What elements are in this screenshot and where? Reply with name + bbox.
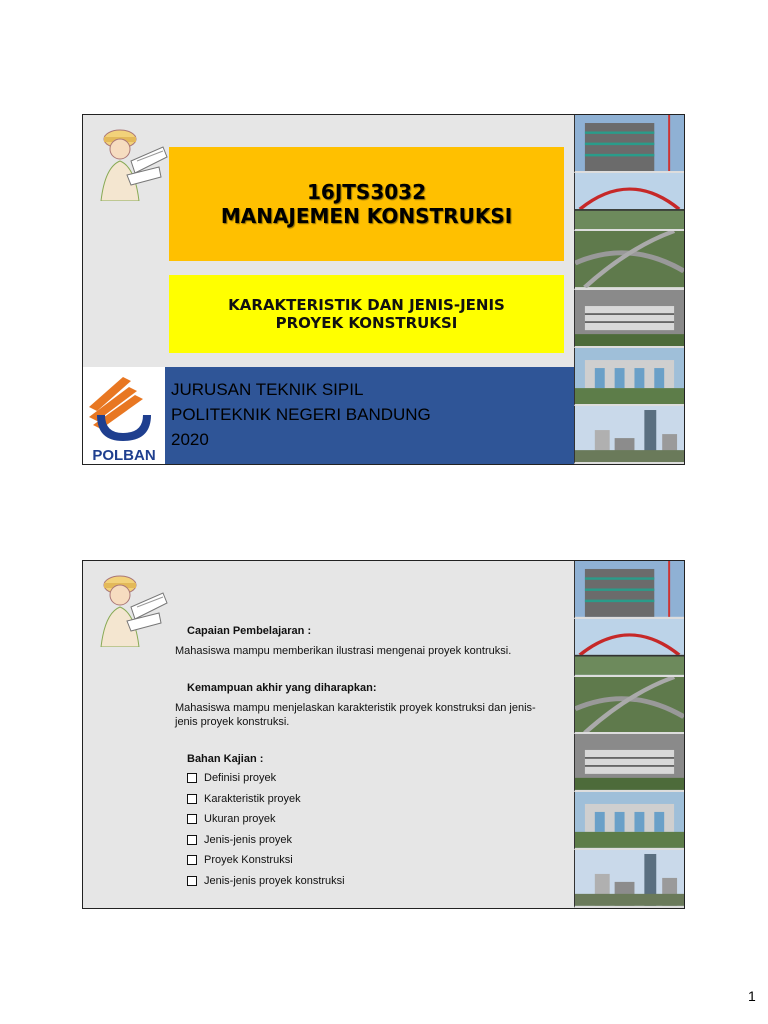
dept-line2: POLITEKNIK NEGERI BANDUNG (171, 405, 431, 424)
construction-photo-strip (574, 115, 684, 464)
department-info (171, 377, 431, 452)
title-slide (82, 114, 685, 465)
highway-photo (574, 677, 684, 735)
checkbox-bullet-icon (187, 855, 197, 865)
stadium-photo (574, 734, 684, 792)
course-name: MANAJEMEN KONSTRUKSI (220, 204, 513, 228)
subtitle-line2: PROYEK KONSTRUKSI (275, 314, 458, 332)
engineer-illustration-icon (87, 117, 169, 201)
department-footer (83, 367, 575, 465)
page-number: 1 (748, 988, 756, 1004)
engineer-illustration-icon (87, 563, 169, 647)
heading-learning-outcomes: Capaian Pembelajaran : (187, 625, 312, 637)
svg-text:POLBAN: POLBAN (92, 447, 156, 464)
checkbox-bullet-icon (187, 773, 197, 783)
list-item: Jenis-jenis proyek (187, 830, 555, 851)
subtitle-line1: KARAKTERISTIK DAN JENIS-JENIS (228, 296, 505, 314)
checkbox-bullet-icon (187, 876, 197, 886)
bridge-photo (574, 173, 684, 231)
list-item: Jenis-jenis proyek konstruksi (187, 871, 555, 892)
heading-study-materials: Bahan Kajian : (187, 753, 264, 765)
list-item: Ukuran proyek (187, 809, 555, 830)
dam-photo (574, 348, 684, 406)
list-item: Definisi proyek (187, 768, 555, 789)
checkbox-bullet-icon (187, 794, 197, 804)
list-item: Karakteristik proyek (187, 789, 555, 810)
skyline-photo (574, 850, 684, 908)
polban-logo-icon (83, 367, 165, 465)
course-code: 16JTS3032 (307, 180, 426, 204)
list-item: Proyek Konstruksi (187, 850, 555, 871)
topic-list (175, 768, 555, 891)
construction-photo-strip (574, 561, 684, 908)
text-learning-outcomes: Mahasiswa mampu memberikan ilustrasi mengenai proyek kontruksi. (175, 645, 512, 657)
stadium-photo (574, 290, 684, 348)
building-construction-photo (574, 561, 684, 619)
learning-outcomes-slide (82, 560, 685, 909)
text-expected-ability: Mahasiswa mampu menjelaskan karakteristik proyek konstruksi dan jenis-jenis proyek konstruksi. (175, 702, 536, 728)
subtitle-box (169, 275, 564, 353)
year: 2020 (171, 430, 209, 449)
dam-photo (574, 792, 684, 850)
course-title-box (169, 147, 564, 261)
slide-content (175, 625, 555, 891)
bridge-photo (574, 619, 684, 677)
checkbox-bullet-icon (187, 835, 197, 845)
skyline-photo (574, 406, 684, 464)
checkbox-bullet-icon (187, 814, 197, 824)
dept-line1: JURUSAN TEKNIK SIPIL (171, 380, 364, 399)
building-construction-photo (574, 115, 684, 173)
highway-photo (574, 231, 684, 289)
polban-logo (83, 367, 165, 465)
heading-expected-ability: Kemampuan akhir yang diharapkan: (187, 682, 377, 694)
